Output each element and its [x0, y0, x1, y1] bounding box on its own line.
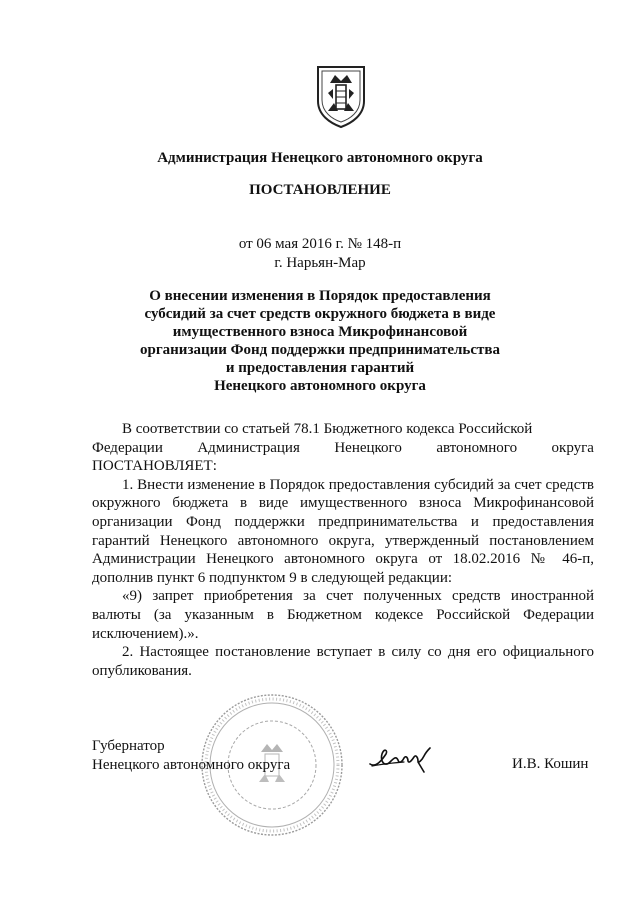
document-body	[92, 420, 594, 680]
title-line: и предоставления гарантий	[225, 360, 415, 376]
paragraph-item-2: 2. Настоящее постановление вступает в силу со дня его официального опубликования.	[92, 644, 594, 679]
intro-justified-line	[92, 439, 594, 458]
position-line: Ненецкого автономного округа	[92, 756, 291, 773]
title-line: имущественного взноса Микрофинансовой	[172, 324, 468, 340]
signature-area	[0, 690, 640, 840]
coat-of-arms-emblem	[314, 63, 368, 129]
signatory-position	[92, 737, 290, 774]
paragraph-item-1: 1. Внести изменение в Порядок предоставления субсидий за счет средств окружного бюджета в виде имущественного взноса Микрофинансовой организации Фонд поддержки предпринимательства и предоставления гарантий Ненецкого автономного округа, утвержденный постановлением Администрации Ненецкого автономного округа от 18.02.2016 № 46-п, дополнив пункт 6 подпунктом 9 в следующей редакции:	[92, 476, 594, 586]
intro-line: В соответствии со статьей 78.1 Бюджетного кодекса Российской	[122, 421, 533, 437]
title-line: субсидий за счет средств окружного бюджета в виде	[144, 306, 496, 322]
intro-decree-word: ПОСТАНОВЛЯЕТ:	[92, 458, 217, 475]
position-line: Губернатор	[92, 738, 165, 754]
title-line: О внесении изменения в Порядок предоставления	[149, 288, 491, 304]
document-title	[0, 287, 640, 395]
title-line: организации Фонд поддержки предпринимательства	[140, 342, 500, 358]
date-number: от 06 мая 2016 г. № 148-п	[238, 236, 402, 252]
title-line: Ненецкого автономного округа	[214, 378, 426, 394]
intro-word: округа	[551, 439, 594, 456]
city: г. Нарьян-Мар	[274, 255, 366, 271]
intro-word: Федерации	[92, 439, 163, 456]
signatory-name: И.В. Кошин	[512, 756, 589, 772]
intro-word: Ненецкого	[334, 439, 402, 456]
intro-word: автономного	[436, 439, 518, 456]
document-type: ПОСТАНОВЛЕНИЕ	[249, 182, 391, 198]
intro-word: Администрация	[197, 439, 300, 456]
paragraph-quote: «9) запрет приобретения за счет полученных средств иностранной валюты (за указанным в Бюджетном кодексе Российской Федерации исключением).».	[92, 588, 594, 642]
handwritten-signature	[368, 746, 436, 774]
organization-name: Администрация Ненецкого автономного округа	[157, 150, 483, 166]
